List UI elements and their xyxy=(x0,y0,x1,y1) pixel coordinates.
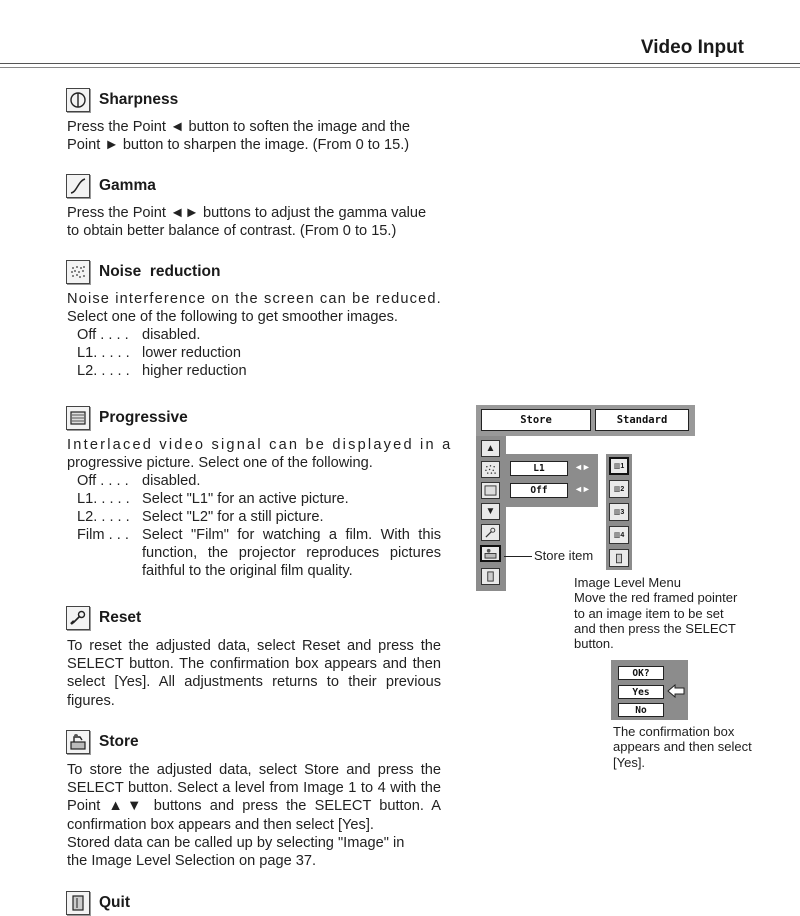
noise-option-value: disabled. xyxy=(142,327,201,343)
reset-title: Reset xyxy=(99,609,142,626)
noise-reduction-icon[interactable] xyxy=(481,461,500,478)
progressive-heading xyxy=(66,405,188,431)
menu-icon-column xyxy=(476,436,506,591)
store-icon xyxy=(66,730,90,754)
progressive-option-value: Select "L1" for an active picture. xyxy=(142,491,349,507)
noise-option-key: Off . . . . xyxy=(77,327,129,343)
image-level-item[interactable]: ▥ 4 xyxy=(609,526,629,544)
caption-line: Image Level Menu xyxy=(574,575,681,590)
standard-menu-button[interactable]: Standard xyxy=(595,409,689,431)
store-title: Store xyxy=(99,733,139,750)
noise-reduction-text-line2: Select one of the following to get smoother images. xyxy=(67,309,398,325)
menu-value-panel xyxy=(506,454,598,507)
progressive-icon xyxy=(66,406,90,430)
progressive-option-value: disabled. xyxy=(142,473,201,489)
image-level-column xyxy=(606,454,632,570)
sharpness-text-line2: Point ► button to sharpen the image. (From 0 to 15.) xyxy=(67,137,410,153)
store-icon[interactable] xyxy=(480,545,501,562)
left-right-arrows-icon[interactable]: ◄► xyxy=(574,462,590,472)
triangle-up-icon[interactable]: ▲ xyxy=(481,440,500,457)
left-right-arrows-icon[interactable]: ◄► xyxy=(574,484,590,494)
progressive-option-key: L2. . . . . xyxy=(77,509,130,525)
store-heading xyxy=(66,729,139,755)
reset-icon[interactable] xyxy=(481,524,500,541)
sharpness-icon xyxy=(66,88,90,112)
header-rule-thin xyxy=(0,67,800,68)
noise-reduction-text-line1: Noise interference on the screen can be reduced. xyxy=(67,291,442,307)
progressive-title: Progressive xyxy=(99,409,188,426)
progressive-option-value: Select "L2" for a still picture. xyxy=(142,509,324,525)
progressive-option-key: L1. . . . . xyxy=(77,491,130,507)
progressive-text-line2: progressive picture. Select one of the following. xyxy=(67,455,373,471)
noise-option-value: higher reduction xyxy=(142,363,247,379)
image-level-number: 4 xyxy=(620,531,625,539)
progressive-icon[interactable] xyxy=(481,482,500,499)
image-level-item[interactable]: ▥ 1 xyxy=(609,457,629,475)
store-text-line-b: the Image Level Selection on page 37. xyxy=(67,853,317,869)
quit-icon[interactable] xyxy=(481,568,500,585)
store-text: To store the adjusted data, select Store and press the SELECT button. Select a level from Image 1 to 4 with the Point ▲▼ buttons and press the SELECT button. A confirmation box appears and then select [Yes]. xyxy=(67,762,441,833)
progressive-option-value: Select "Film" for watching a film. With this function, the projector reproduces pictures faithful to the original film quality. xyxy=(142,527,441,580)
progressive-option-key: Film . . . xyxy=(77,527,129,543)
progressive-option-key: Off . . . . xyxy=(77,473,129,489)
caption-line: to an image item to be set xyxy=(574,605,724,621)
store-text-line-a: Stored data can be called up by selecting "Image" in xyxy=(67,835,405,851)
reset-icon xyxy=(66,606,90,630)
pointer-arrow-icon xyxy=(667,684,685,698)
store-item-leader-line xyxy=(504,556,532,557)
menu-value-field[interactable]: Off xyxy=(510,483,568,498)
confirmation-box xyxy=(611,660,688,720)
store-menu-button[interactable]: Store xyxy=(481,409,591,431)
caption-line: Move the red framed pointer xyxy=(574,590,738,606)
caption-line: [Yes]. xyxy=(613,754,646,770)
caption-line: button. xyxy=(574,636,614,652)
gamma-heading xyxy=(66,173,156,199)
image-level-item[interactable]: ▥ 3 xyxy=(609,503,629,521)
menu-top-bar xyxy=(476,405,695,436)
noise-option-key: L1. . . . . xyxy=(77,345,130,361)
image-level-menu-caption xyxy=(574,575,737,651)
progressive-text-line1: Interlaced video signal can be displayed in a xyxy=(67,437,453,453)
image-level-number: 1 xyxy=(620,462,625,470)
noise-option-key: L2. . . . . xyxy=(77,363,130,379)
image-level-number: 3 xyxy=(620,508,625,516)
quit-heading xyxy=(66,890,130,916)
no-button[interactable]: No xyxy=(618,703,664,717)
page-header-title: Video Input xyxy=(640,37,744,58)
image-level-item[interactable]: ▥ 2 xyxy=(609,480,629,498)
quit-icon[interactable] xyxy=(609,549,629,567)
noise-reduction-icon xyxy=(66,260,90,284)
caption-line: and then press the SELECT xyxy=(574,620,736,636)
sharpness-title: Sharpness xyxy=(99,91,179,108)
menu-value-field[interactable]: L1 xyxy=(510,461,568,476)
reset-text: To reset the adjusted data, select Reset and press the SELECT button. The confirmation box appears and then select [Yes]. All adjustments returns to their previous figures. xyxy=(67,638,441,709)
gamma-title: Gamma xyxy=(99,177,156,194)
triangle-down-icon[interactable]: ▼ xyxy=(481,503,500,520)
confirmation-caption xyxy=(613,724,752,770)
caption-line: appears and then select xyxy=(613,739,752,755)
reset-heading xyxy=(66,605,141,631)
noise-reduction-heading xyxy=(66,259,220,285)
noise-reduction-title: Noise reduction xyxy=(99,263,221,280)
sharpness-text-line1: Press the Point ◄ button to soften the image and the xyxy=(67,119,411,135)
image-level-number: 2 xyxy=(620,485,625,493)
noise-option-value: lower reduction xyxy=(142,345,241,361)
gamma-icon xyxy=(66,174,90,198)
quit-icon xyxy=(66,891,90,915)
sharpness-heading xyxy=(66,87,178,113)
gamma-text-line1: Press the Point ◄► buttons to adjust the gamma value xyxy=(67,205,427,221)
header-rule xyxy=(0,63,800,64)
gamma-text-line2: to obtain better balance of contrast. (From 0 to 15.) xyxy=(67,223,397,239)
yes-button[interactable]: Yes xyxy=(618,685,664,699)
caption-line: The confirmation box xyxy=(613,724,735,739)
ok-prompt: OK? xyxy=(618,666,664,680)
quit-title: Quit xyxy=(99,894,130,911)
store-item-label: Store item xyxy=(534,548,594,563)
